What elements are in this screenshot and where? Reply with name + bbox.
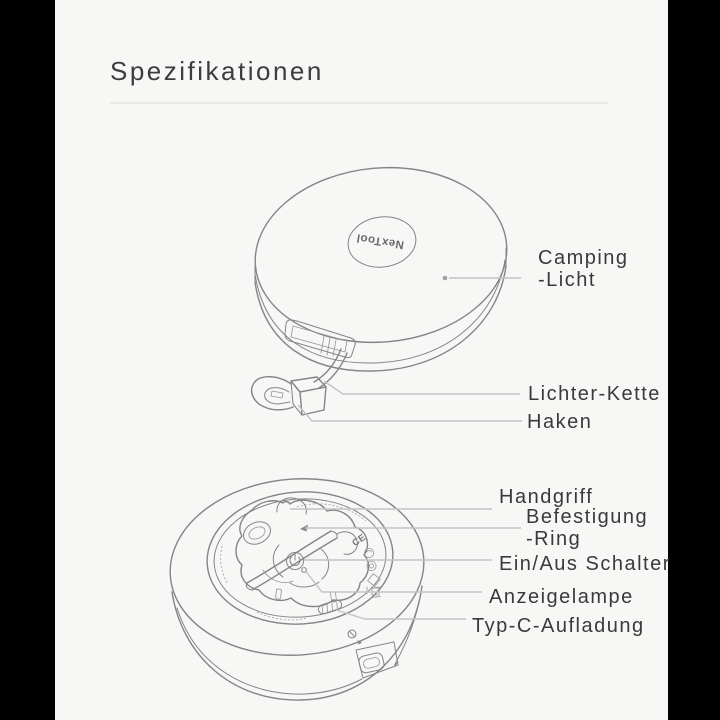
bottom-wall-seam-left (177, 608, 362, 694)
cord-slot-inner (291, 326, 347, 352)
lamp-seam-line (255, 260, 505, 363)
mount-loop-outer (240, 518, 274, 549)
anzeigelampe-leader (306, 572, 482, 593)
haken-leader (298, 405, 522, 421)
usb-door-panel (356, 642, 398, 678)
mount-ring-outline (236, 500, 369, 606)
callout-handgriff: Handgriff (499, 486, 594, 508)
callout-befestigung-ring: Befestigung -Ring (526, 506, 649, 550)
foot-tab-left (275, 589, 281, 599)
hook-curl-notch (271, 391, 283, 398)
camping-light-top-view (248, 157, 522, 421)
center-platform-arcs (273, 545, 328, 587)
usb-c-port-inner (363, 657, 381, 669)
callout-haken: Haken (527, 411, 593, 433)
camping-light-bottom-view (164, 470, 521, 700)
callout-camping-licht: Camping -Licht (538, 247, 629, 291)
lamp-base-edge (255, 266, 506, 371)
usb-c-port-outer (358, 652, 385, 674)
callout-ein-aus-schalter: Ein/Aus Schalter (499, 553, 671, 575)
lamp-top-face (248, 157, 514, 352)
hook-illustration (252, 377, 326, 415)
page-title: Spezifikationen (110, 56, 324, 86)
indicator-lamp-dot (302, 568, 307, 573)
callout-lichter-kette: Lichter-Kette (528, 383, 661, 405)
lichter-kette-leader (324, 381, 520, 394)
screw-icon (348, 630, 362, 645)
mount-loop-inner (247, 524, 267, 541)
inner-ring-outer (203, 486, 398, 631)
brand-logo-text: NexTool (355, 231, 405, 251)
callout-typ-c-aufladung: Typ-C-Aufladung (472, 615, 645, 637)
fine-print-arc-left (221, 546, 228, 584)
certification-marks (350, 532, 380, 598)
hook-curl-inner (265, 388, 290, 404)
ce-mark: CE (350, 531, 369, 549)
fine-print-arc-top (297, 504, 366, 521)
power-button (287, 553, 304, 570)
hook-body-side (291, 381, 302, 415)
camping-licht-pointer-dot (443, 276, 448, 281)
usb-c-port (356, 642, 398, 678)
hook-curl-outer (252, 377, 293, 410)
callout-anzeigelampe: Anzeigelampe (489, 586, 634, 608)
